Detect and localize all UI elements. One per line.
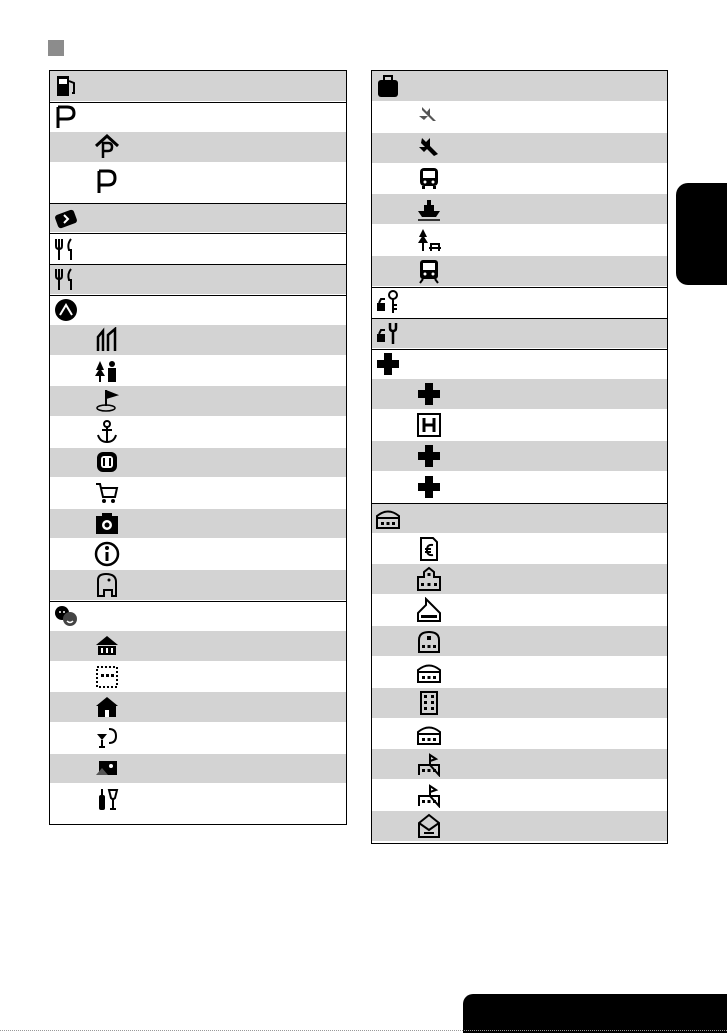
subcategory-row <box>50 662 346 693</box>
community-center-icon <box>416 782 442 808</box>
car-rental-icon <box>375 289 401 315</box>
nightclub-icon <box>94 725 120 751</box>
category-row <box>372 318 667 349</box>
subcategory-row <box>372 811 667 842</box>
airplane-icon <box>416 135 442 161</box>
medical-cross-icon <box>375 351 401 377</box>
travel-bag-icon <box>375 73 401 99</box>
subcategory-row <box>50 132 346 163</box>
category-row <box>50 102 346 133</box>
subcategory-row <box>372 102 667 133</box>
subcategory-row <box>372 564 667 595</box>
doctor-icon <box>416 443 442 469</box>
pharmacy-icon <box>416 381 442 407</box>
subcategory-row <box>50 723 346 754</box>
cinema-icon <box>94 664 120 690</box>
park-icon <box>94 358 120 384</box>
police-icon <box>416 628 442 654</box>
category-row <box>50 295 346 326</box>
restaurant-icon <box>53 236 79 262</box>
subcategory-row <box>50 509 346 540</box>
subcategory-row <box>50 417 346 448</box>
subcategory-row <box>372 225 667 256</box>
section-marker-square <box>48 40 64 56</box>
ferry-icon <box>416 196 442 222</box>
winery-icon <box>94 786 120 812</box>
stadium-icon <box>94 449 120 475</box>
trim-line <box>0 1030 727 1031</box>
casino-icon <box>94 755 120 781</box>
car-service-icon <box>53 205 79 231</box>
bus-icon <box>416 165 442 191</box>
subcategory-row <box>50 539 346 570</box>
category-row <box>50 601 346 632</box>
museum-icon <box>94 694 120 720</box>
subcategory-row <box>50 631 346 662</box>
entertainment-icon <box>53 603 79 629</box>
camera-icon <box>94 511 120 537</box>
amusement-park-icon <box>94 327 120 353</box>
marina-icon <box>94 419 120 445</box>
public-facility-icon <box>375 505 401 531</box>
subcategory-row <box>372 688 667 719</box>
subcategory-row <box>372 719 667 750</box>
subcategory-row <box>372 534 667 565</box>
parking-area-icon <box>94 169 120 195</box>
shopping-cart-icon <box>94 480 120 506</box>
church-icon <box>416 751 442 777</box>
information-icon <box>94 541 120 567</box>
category-row <box>372 349 667 380</box>
poi-icon-table-left <box>49 70 347 825</box>
parking-garage-icon <box>94 134 120 160</box>
subcategory-row <box>50 692 346 723</box>
convention-center-icon <box>416 721 442 747</box>
subcategory-row <box>50 570 346 601</box>
parking-icon <box>53 104 79 130</box>
subcategory-row <box>372 164 667 195</box>
subcategory-row <box>50 356 346 387</box>
emergency-icon <box>416 474 442 500</box>
train-icon <box>416 258 442 284</box>
restaurant-alt-icon <box>53 266 79 292</box>
office-building-icon <box>416 690 442 716</box>
subcategory-row <box>50 784 346 815</box>
subcategory-row <box>50 754 346 785</box>
zoo-icon <box>94 572 120 598</box>
subcategory-row <box>372 595 667 626</box>
category-row <box>372 71 667 102</box>
subcategory-row <box>50 448 346 479</box>
subcategory-row <box>372 657 667 688</box>
subcategory-row <box>372 472 667 503</box>
subcategory-row <box>372 626 667 657</box>
subcategory-row <box>372 256 667 287</box>
city-hall-icon <box>416 566 442 592</box>
subcategory-row <box>372 379 667 410</box>
category-row <box>50 264 346 295</box>
library-icon <box>416 659 442 685</box>
theater-icon <box>94 633 120 659</box>
post-office-icon <box>416 813 442 839</box>
subcategory-row <box>372 441 667 472</box>
airport-icon <box>416 104 442 130</box>
subcategory-row <box>372 133 667 164</box>
rest-area-icon <box>416 227 442 253</box>
hospital-icon <box>416 412 442 438</box>
category-row <box>372 287 667 318</box>
category-row <box>50 203 346 234</box>
fuel-pump-icon <box>53 73 79 99</box>
subcategory-row <box>372 410 667 441</box>
school-icon <box>416 597 442 623</box>
poi-icon-table-right <box>371 70 668 844</box>
golf-icon <box>94 388 120 414</box>
subcategory-row <box>50 163 346 203</box>
category-row <box>372 503 667 534</box>
car-repair-icon <box>375 320 401 346</box>
subcategory-row <box>372 194 667 225</box>
subcategory-row <box>372 749 667 780</box>
category-row <box>50 233 346 264</box>
subcategory-row <box>372 780 667 811</box>
subcategory-row <box>50 478 346 509</box>
page-number-tab <box>463 994 727 1033</box>
bank-euro-icon <box>416 536 442 562</box>
language-side-tab <box>676 183 727 285</box>
subcategory-row <box>50 325 346 356</box>
attraction-icon <box>53 297 79 323</box>
category-row <box>50 71 346 102</box>
subcategory-row <box>50 386 346 417</box>
